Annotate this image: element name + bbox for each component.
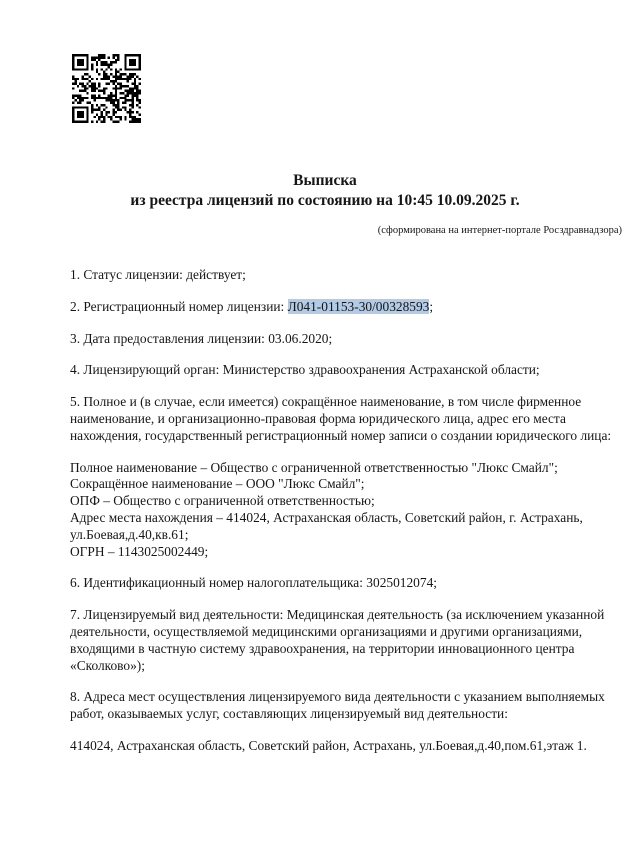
licensing-authority-line: 4. Лицензирующий орган: Министерство здравоохранения Астраханской области; [70,362,540,378]
addresses-intro-paragraph: 8. Адреса мест осуществления лицензируемого вида деятельности с указанием выполняемых работ, оказываемых услуг, составляющих лицензируемый вид деятельности: [70,689,605,722]
license-status-line: 1. Статус лицензии: действует; [70,267,246,282]
document-title [70,171,580,211]
org-full-name-line: Полное наименование – Общество с ограниченной ответственностью "Люкс Смайл"; [70,459,558,475]
inn-line: 6. Идентификационный номер налогоплательщика: 3025012074; [70,575,437,591]
document-body [70,267,638,770]
licensed-activity-paragraph: 7. Лицензируемый вид деятельности: Медицинская деятельность (за исключением указанной деятельности, осуществляемой медицинскими организациями и другими организациями, входящими в частную систему здравоохранения, на территории инновационного центра «Сколково»); [70,607,605,673]
title-line-2: из реестра лицензий по состоянию на 10:45 10.09.2025 г. [130,192,520,209]
registration-number-line [70,299,638,316]
org-address-line: Адрес места нахождения – 414024, Астраханская область, Советский район, г. Астрахань, ул.Боевая,д.40,кв.61; [70,509,583,542]
qr-code-icon [72,54,141,123]
org-ogrn-line: ОГРН – 1143025002449; [70,543,209,559]
registration-number-value-selected: Л041-01153-30/00328593 [287,298,430,314]
generation-note: (сформирована на интернет-портале Росздравнадзора) [377,225,622,236]
names-intro-paragraph: 5. Полное и (в случае, если имеется) сокращённое наименование, в том числе фирменное наименование, и организационно-правовая форма юридического лица, адрес его места нахождения, государственный регистрационный номер записи о создании юридического лица: [70,394,612,443]
org-short-name-line: Сокращённое наименование – ООО "Люкс Смайл"; [70,476,365,492]
registration-number-label: 2. Регистрационный номер лицензии: [70,298,288,314]
grant-date-line: 3. Дата предоставления лицензии: 03.06.2020; [70,330,333,346]
work-address-line: 414024, Астраханская область, Советский район, Астрахань, ул.Боевая,д.40,пом.61,этаж 1. [70,737,587,753]
title-line-1: Выписка [293,172,357,189]
org-opf-line: ОПФ – Общество с ограниченной ответственностью; [70,493,375,509]
registration-number-suffix: ; [429,298,434,314]
